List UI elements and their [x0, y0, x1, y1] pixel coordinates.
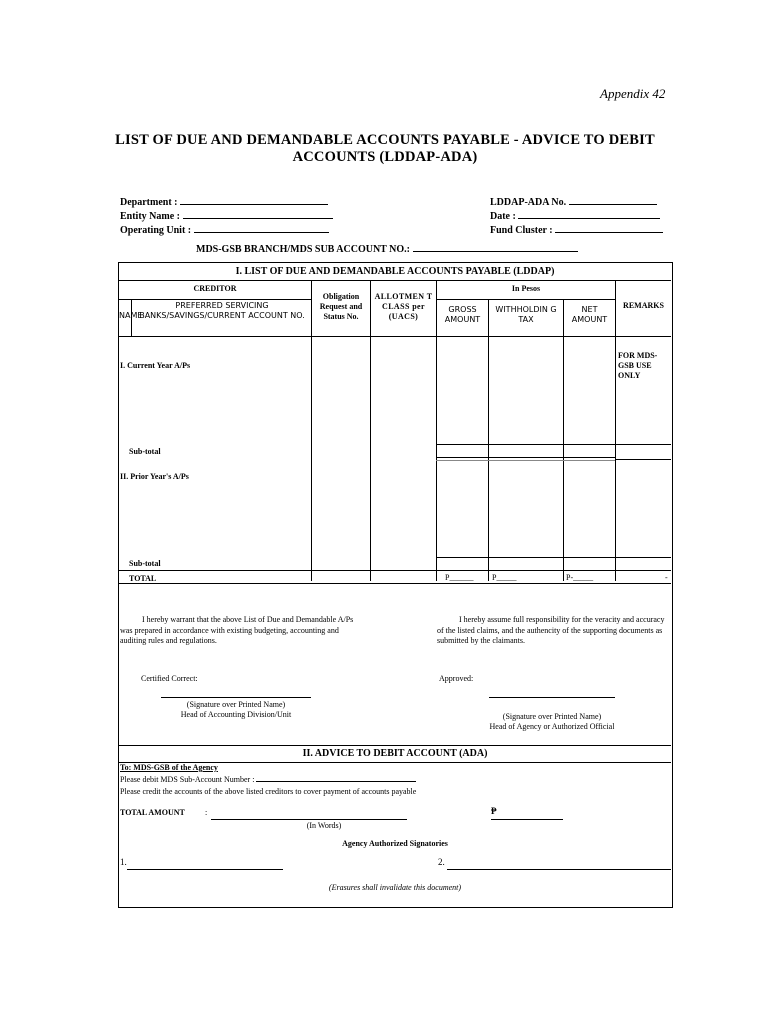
subtotal-label: Sub-total: [129, 447, 161, 456]
entity-name-line: [183, 209, 333, 219]
divider: [119, 336, 671, 337]
divider: [436, 460, 615, 461]
lddap-no-line: [569, 195, 657, 205]
fund-cluster-line: [555, 223, 663, 233]
withholding-tax-header: WITHHOLDIN G TAX: [495, 305, 557, 324]
operating-unit-field[interactable]: [120, 223, 329, 236]
debit-account-field[interactable]: [120, 775, 416, 784]
appendix-label: Appendix 42: [600, 86, 666, 101]
in-pesos-header: In Pesos: [511, 284, 541, 293]
signature-line-right[interactable]: [489, 697, 615, 698]
divider: [119, 280, 671, 281]
signatory-1-number: 1.: [120, 857, 127, 867]
col-divider: [488, 300, 489, 581]
date-field[interactable]: [490, 209, 660, 222]
department-line: [180, 195, 328, 205]
col-divider: [563, 300, 564, 581]
name-header: NAME: [119, 311, 143, 320]
col-divider: [436, 280, 437, 581]
section2-title: II. ADVICE TO DEBIT ACCOUNT (ADA): [302, 748, 488, 759]
divider: [119, 570, 671, 571]
accounting-head-caption: Head of Accounting Division/Unit: [180, 710, 292, 719]
warranty-statement: I hereby warrant that the above List of Due and Demandable A/Ps was prepared in accordance with existing budgeting, accounting and auditing rules and regulations.: [120, 615, 354, 645]
date-label: Date :: [490, 211, 516, 222]
lddap-no-label: LDDAP-ADA No.: [490, 197, 567, 208]
peso-sign: ₱: [491, 806, 497, 816]
to-mds-label: To: MDS-GSB of the Agency: [120, 763, 218, 772]
debit-account-label: Please debit MDS Sub-Account Number :: [120, 775, 255, 784]
operating-unit-label: Operating Unit :: [120, 225, 192, 236]
total-label: TOTAL: [129, 574, 157, 583]
branch-label: MDS-GSB BRANCH/MDS SUB ACCOUNT NO.:: [196, 244, 411, 255]
mds-use-only-note: FOR MDS-GSB USE ONLY: [618, 351, 658, 380]
col-divider: [311, 280, 312, 581]
entity-name-label: Entity Name :: [120, 211, 180, 222]
total-amount-label: TOTAL AMOUNT: [120, 808, 185, 817]
col-divider: [615, 280, 616, 581]
divider: [119, 583, 671, 584]
approved-label: Approved:: [439, 674, 474, 683]
responsibility-statement: I hereby assume full responsibility for the veracity and accuracy of the listed claims, and the authencity of the supporting documents as submitted by the claimants.: [437, 615, 665, 645]
divider: [436, 299, 615, 300]
divider: [436, 557, 671, 558]
lddap-no-field[interactable]: [490, 195, 657, 208]
obligation-header: Obligation Request and Status No.: [319, 292, 363, 321]
debit-account-line: [256, 781, 416, 782]
date-line: [518, 209, 660, 219]
gross-amount-header: GROSS AMOUNT: [444, 305, 481, 324]
amount-figure-line[interactable]: [491, 819, 563, 820]
col-divider: [370, 280, 371, 581]
current-year-label: I. Current Year A/Ps: [120, 361, 191, 370]
department-field[interactable]: [120, 195, 328, 208]
divider: [615, 459, 671, 460]
operating-unit-line: [194, 223, 329, 233]
branch-field[interactable]: [196, 242, 578, 255]
total-gross-value: P______: [445, 573, 474, 582]
page-title: LIST OF DUE AND DEMANDABLE ACCOUNTS PAYABLE - ADVICE TO DEBIT ACCOUNTS (LDDAP-ADA): [115, 132, 655, 165]
branch-line: [413, 242, 578, 252]
net-amount-header: NET AMOUNT: [571, 305, 608, 324]
signatory-2-line[interactable]: [447, 869, 671, 870]
creditor-header: CREDITOR: [193, 284, 237, 293]
allotment-header: ALLOTMEN T CLASS per (UACS): [374, 292, 433, 321]
divider: [119, 299, 311, 300]
agency-head-caption: Head of Agency or Authorized Official: [489, 722, 615, 731]
signatory-1-line[interactable]: [127, 869, 283, 870]
signature-caption-left: (Signature over Printed Name): [186, 700, 286, 709]
erasure-warning: (Erasures shall invalidate this document): [328, 883, 462, 892]
credit-instruction: Please credit the accounts of the above listed creditors to cover payment of accounts payable: [120, 787, 417, 796]
lddap-form-box: [118, 262, 673, 908]
signature-caption-right: (Signature over Printed Name): [502, 712, 602, 721]
total-amount-colon: :: [205, 808, 208, 817]
fund-cluster-field[interactable]: [490, 223, 663, 236]
certified-correct-label: Certified Correct:: [141, 674, 198, 683]
divider: [119, 745, 671, 746]
divider: [436, 444, 671, 445]
signature-line-left[interactable]: [161, 697, 311, 698]
amount-in-words-line[interactable]: [211, 819, 407, 820]
preferred-bank-header: PREFERRED SERVICING BANKS/SAVINGS/CURRENT ACCOUNT NO.: [139, 301, 305, 320]
total-remarks-value: -: [665, 573, 668, 582]
fund-cluster-label: Fund Cluster :: [490, 225, 553, 236]
entity-name-field[interactable]: [120, 209, 333, 222]
department-label: Department :: [120, 197, 178, 208]
divider: [436, 457, 615, 458]
prior-year-label: II. Prior Year's A/Ps: [120, 472, 189, 481]
subtotal-label: Sub-total: [129, 559, 161, 568]
in-words-caption: (In Words): [306, 821, 342, 830]
signatories-heading: Agency Authorized Signatories: [342, 839, 448, 848]
total-wtax-value: P_____: [492, 573, 517, 582]
remarks-header: REMARKS: [623, 301, 664, 310]
section1-title: I. LIST OF DUE AND DEMANDABLE ACCOUNTS PAYABLE (LDDAP): [235, 266, 555, 277]
total-net-value: P-_____: [566, 573, 594, 582]
signatory-2-number: 2.: [438, 857, 445, 867]
